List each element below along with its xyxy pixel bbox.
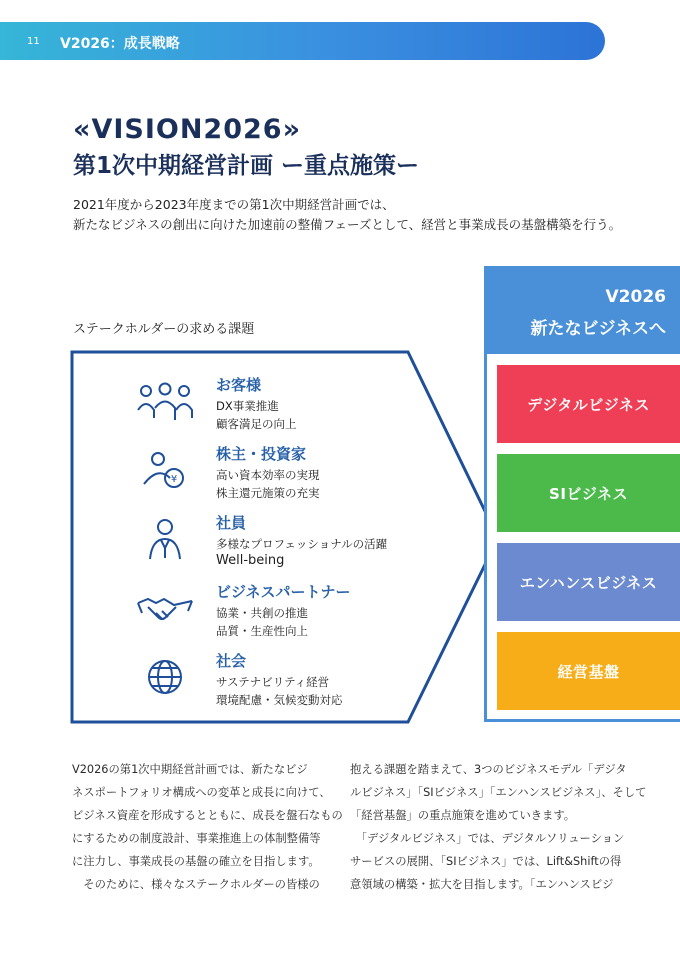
v2026-subtitle: 新たなビジネスへ (530, 319, 666, 339)
body-line: 「デジタルビジネス」では、デジタルソリューション (350, 832, 625, 845)
body-line: サービスの展開、「SIビジネス」では、Lift&Shiftの得 (350, 855, 622, 868)
body-line: ネスポートフォリオ構成への変革と成長に向けて、 (72, 786, 331, 799)
intro-text (73, 195, 621, 235)
stakeholder-line: Well-being (216, 553, 285, 568)
body-line: 意領域の構築・拡大を目指します。「エンハンスビジ (350, 878, 614, 891)
shareholder-icon (136, 448, 194, 494)
business-foundation: 経営基盤 (497, 632, 680, 710)
stakeholder-line: サステナビリティ経営 (216, 675, 330, 689)
stakeholder-line: 高い資本効率の実現 (216, 468, 320, 482)
body-line: に注力し、事業成長の基盤の確立を目指します。 (72, 855, 320, 868)
vision-title: «VISION2026» (73, 114, 302, 145)
body-line: そのために、様々なステークホルダーの皆様の (72, 878, 320, 891)
stakeholder-line: 協業・共創の推進 (216, 606, 308, 620)
body-right-column (350, 758, 646, 896)
body-line: 「経営基盤」の重点施策を進めていきます。 (350, 809, 576, 822)
business-digital: デジタルビジネス (497, 365, 680, 443)
stakeholder-name: ビジネスパートナー (216, 583, 351, 601)
body-line: にするための制度設計、事業推進上の体制整備等 (72, 832, 321, 845)
stakeholder-line: 環境配慮・気候変動対応 (216, 693, 343, 707)
svg-text:¥: ¥ (170, 474, 178, 485)
stakeholder-name: 社員 (216, 514, 247, 532)
body-line: 抱える課題を踏まえて、3つのビジネスモデル「デジタ (350, 763, 627, 776)
stakeholder-line: DX事業推進 (216, 399, 279, 413)
body-line: ビジネス資産を形成するとともに、成長を盤石なもの (72, 809, 343, 822)
business-si: SIビジネス (497, 454, 680, 532)
stakeholder-name: 社会 (216, 652, 247, 670)
body-line: ルビジネス」「SIビジネス」「エンハンスビジネス」、そして (350, 786, 647, 799)
stakeholder-line: 顧客満足の向上 (216, 417, 297, 431)
body-line: V2026の第1次中期経営計画では、新たなビジ (72, 763, 308, 776)
stakeholder-name: お客様 (216, 376, 262, 394)
globe-icon (136, 654, 194, 700)
plan-title: 第1次中期経営計画 ー重点施策ー (73, 153, 420, 179)
stakeholder-line: 株主還元施策の充実 (216, 486, 320, 500)
customers-icon (136, 380, 194, 426)
body-left-column (72, 758, 343, 896)
intro-line: 2021年度から2023年度までの第1次中期経営計画では、 (73, 197, 395, 212)
stakeholders-heading: ステークホルダーの求める課題 (73, 322, 255, 337)
stakeholder-line: 多様なプロフェッショナルの活躍 (216, 537, 388, 551)
v2026-title: V2026 (605, 287, 666, 307)
employee-icon (136, 517, 194, 563)
business-enhance: エンハンスビジネス (497, 543, 680, 621)
v2026-header (484, 266, 680, 354)
section-title: V2026：成長戦略 (60, 36, 180, 52)
handshake-icon (136, 585, 194, 631)
stakeholder-name: 株主・投資家 (216, 445, 307, 463)
stakeholder-line: 品質・生産性向上 (216, 624, 308, 638)
page-number: 11 (27, 36, 40, 47)
intro-line: 新たなビジネスの創出に向けた加速前の整備フェーズとして、経営と事業成長の基盤構築を行う。 (73, 217, 622, 232)
